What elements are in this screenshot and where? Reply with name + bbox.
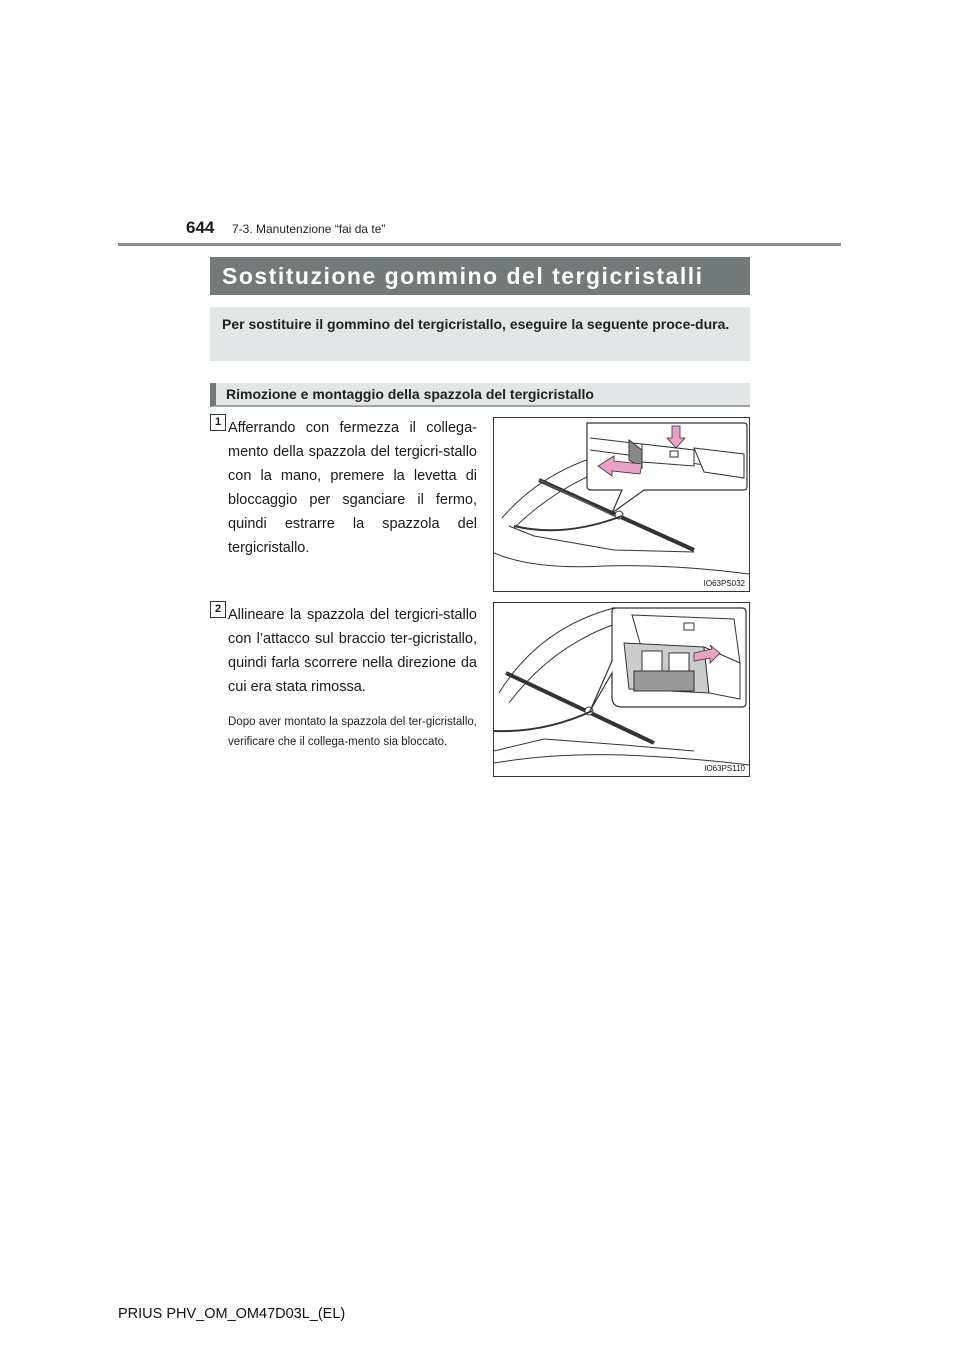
section-header: 7-3. Manutenzione “fai da te” xyxy=(232,222,386,236)
step-2-note: Dopo aver montato la spazzola del ter-gicristallo, verificare che il collega-mento sia bloccato. xyxy=(228,716,477,748)
subheading: Rimozione e montaggio della spazzola del tergicristallo xyxy=(210,383,750,407)
figure-1 xyxy=(493,417,750,592)
footer-model-code: PRIUS PHV_OM_OM47D03L_(EL) xyxy=(118,1306,346,1322)
page-title: Sostituzione gommino del tergicristalli xyxy=(210,257,750,295)
header-rule xyxy=(118,243,841,246)
wiper-installation-illustration xyxy=(494,603,749,776)
wiper-removal-illustration xyxy=(494,418,749,591)
figure-1-code: IO63PS032 xyxy=(703,579,745,588)
intro-box xyxy=(210,307,750,361)
page-number: 644 xyxy=(186,218,215,237)
figure-2 xyxy=(493,602,750,777)
step-number-1: 1 xyxy=(210,414,226,431)
intro-text: Per sostituire il gommino del tergicristallo, eseguire la seguente proce-dura. xyxy=(222,316,730,332)
figure-2-code: IO63PS110 xyxy=(704,764,745,773)
step-2-text: Allineare la spazzola del tergicri-stallo con l’attacco sul braccio ter-gicristallo, quindi farla scorrere nella direzione da cui era stata rimossa. xyxy=(228,607,477,695)
step-1-text: Afferrando con fermezza il collega-mento della spazzola del tergicri-stallo con la mano, premere la levetta di bloccaggio per sganciare il fermo, quindi estrarre la spazzola del tergicristallo. xyxy=(228,420,477,556)
step-number-2: 2 xyxy=(210,601,226,618)
